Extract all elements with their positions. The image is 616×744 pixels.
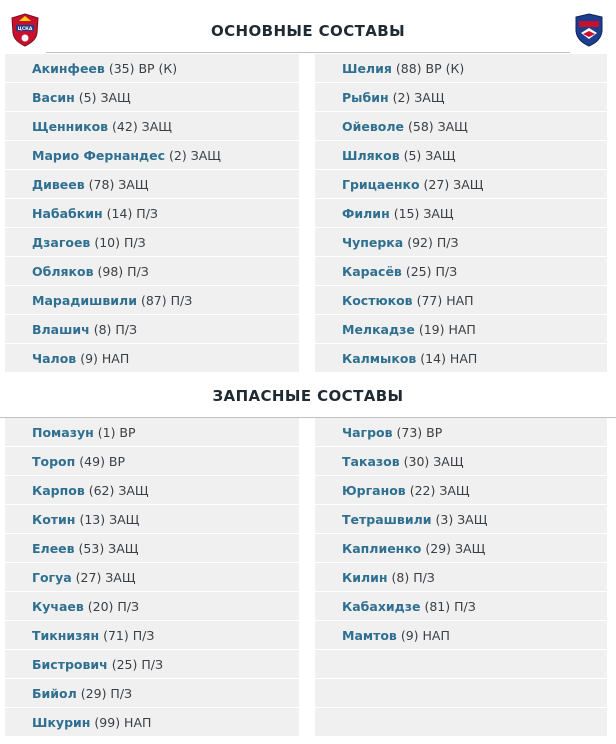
player-number-position: (8) П/З [391,570,435,585]
player-number-position: (71) П/З [103,628,155,643]
player-row [5,447,299,476]
player-row [315,199,607,228]
player-name-link[interactable]: Дзагоев [32,235,91,250]
player-number-position: (42) ЗАЩ [112,119,172,134]
player-row [315,141,607,170]
player-number-position: (27) ЗАЩ [75,570,136,585]
player-row [315,54,607,83]
player-name-link[interactable]: Рыбин [342,90,389,105]
player-number-position: (9) НАП [400,628,450,643]
player-row [5,418,299,447]
empty-row [315,650,607,679]
player-row [315,418,607,447]
player-number-position: (14) НАП [420,351,478,366]
empty-row [315,708,607,737]
player-number-position: (49) ВР [79,454,126,469]
header-divider [46,52,570,53]
starting-lineups [0,54,616,372]
substitutes-header [0,372,616,418]
player-row [315,621,607,650]
player-number-position: (9) НАП [80,351,130,366]
player-name-link[interactable]: Гогуа [32,570,72,585]
player-name-link[interactable]: Марадишвили [32,293,137,308]
player-name-link[interactable]: Карасёв [342,264,402,279]
player-row [315,505,607,534]
player-row [5,141,299,170]
player-name-link[interactable]: Мелкадзе [342,322,415,337]
player-name-link[interactable]: Бийол [32,686,77,701]
player-name-link[interactable]: Ойеволе [342,119,404,134]
player-number-position: (30) ЗАЩ [403,454,464,469]
player-name-link[interactable]: Дивеев [32,177,85,192]
player-number-position: (58) ЗАЩ [407,119,468,134]
player-row [315,83,607,112]
player-row [5,257,299,286]
player-row [315,344,607,373]
player-number-position: (15) ЗАЩ [393,206,454,221]
player-row [5,650,299,679]
player-name-link[interactable]: Чагров [342,425,393,440]
player-number-position: (29) П/З [80,686,133,701]
player-number-position: (25) П/З [405,264,458,279]
player-number-position: (5) ЗАЩ [403,148,456,163]
player-name-link[interactable]: Шелия [342,61,392,76]
player-number-position: (3) ЗАЩ [435,512,488,527]
player-row [5,592,299,621]
player-name-link[interactable]: Васин [32,90,75,105]
player-name-link[interactable]: Котин [32,512,76,527]
krylia-crest-icon [574,13,604,47]
player-name-link[interactable]: Мамтов [342,628,397,643]
player-number-position: (25) П/З [111,657,163,672]
player-name-link[interactable]: Чуперка [342,235,404,250]
player-number-position: (77) НАП [416,293,474,308]
player-number-position: (10) П/З [94,235,146,250]
player-row [5,170,299,199]
player-name-link[interactable]: Влашич [32,322,90,337]
player-row [315,170,607,199]
player-number-position: (8) П/З [93,322,138,337]
player-name-link[interactable]: Тетрашвили [342,512,432,527]
player-row [315,447,607,476]
player-name-link[interactable]: Кабахидзе [342,599,421,614]
player-row [5,708,299,737]
player-number-position: (35) ВР (К) [108,61,178,76]
player-row [315,112,607,141]
home-starting-list [5,54,299,373]
player-row [5,621,299,650]
player-number-position: (62) ЗАЩ [88,483,149,498]
player-number-position: (2) ЗАЩ [392,90,445,105]
away-substitutes-list [315,418,607,737]
player-name-link[interactable]: Калмыков [342,351,417,366]
player-number-position: (81) П/З [424,599,476,614]
player-row [5,83,299,112]
player-name-link[interactable]: Акинфеев [32,61,105,76]
player-name-link[interactable]: Кучаев [32,599,84,614]
player-number-position: (92) П/З [407,235,459,250]
player-name-link[interactable]: Шкурин [32,715,91,730]
player-number-position: (27) ЗАЩ [423,177,484,192]
player-row [315,563,607,592]
player-name-link[interactable]: Филин [342,206,390,221]
player-row [5,344,299,373]
player-row [5,563,299,592]
player-name-link[interactable]: Тикнизян [32,628,100,643]
player-number-position: (87) П/З [140,293,193,308]
player-row [315,534,607,563]
player-row [315,315,607,344]
player-number-position: (78) ЗАЩ [88,177,149,192]
starting-lineups-header [0,0,616,54]
player-name-link[interactable]: Бистрович [32,657,108,672]
player-name-link[interactable]: Помазун [32,425,94,440]
player-number-position: (2) ЗАЩ [169,148,221,163]
home-substitutes-list [5,418,299,737]
player-number-position: (73) ВР [396,425,443,440]
player-number-position: (22) ЗАЩ [409,483,470,498]
player-row [315,592,607,621]
substitute-lineups [0,418,616,736]
empty-row [315,679,607,708]
player-number-position: (99) НАП [94,715,152,730]
player-name-link[interactable]: Карпов [32,483,85,498]
player-row [315,257,607,286]
player-row [5,476,299,505]
player-number-position: (88) ВР (К) [395,61,465,76]
player-number-position: (29) ЗАЩ [425,541,486,556]
player-name-link[interactable]: Килин [342,570,388,585]
player-row [5,315,299,344]
player-name-link[interactable]: Грицаенко [342,177,420,192]
player-number-position: (1) ВР [97,425,136,440]
player-name-link[interactable]: Таказов [342,454,400,469]
player-row [5,679,299,708]
starting-lineups-title: ОСНОВНЫЕ СОСТАВЫ [210,22,406,40]
player-row [5,534,299,563]
svg-text:ЦСКА: ЦСКА [17,27,33,32]
player-row [315,476,607,505]
player-row [5,199,299,228]
player-name-link[interactable]: Шляков [342,148,400,163]
player-name-link[interactable]: Обляков [32,264,94,279]
player-number-position: (98) П/З [97,264,149,279]
player-number-position: (13) ЗАЩ [79,512,140,527]
player-row [5,286,299,315]
player-number-position: (14) П/З [106,206,158,221]
player-row [5,54,299,83]
player-number-position: (20) П/З [87,599,140,614]
player-name-link[interactable]: Чалов [32,351,77,366]
player-name-link[interactable]: Набабкин [32,206,103,221]
player-number-position: (19) НАП [418,322,476,337]
player-number-position: (53) ЗАЩ [78,541,139,556]
player-name-link[interactable]: Марио Фернандес [32,148,166,163]
substitutes-title: ЗАПАСНЫЕ СОСТАВЫ [212,387,404,405]
player-name-link[interactable]: Елеев [32,541,75,556]
player-number-position: (5) ЗАЩ [78,90,131,105]
player-name-link[interactable]: Каплиенко [342,541,422,556]
player-name-link[interactable]: Тороп [32,454,76,469]
player-name-link[interactable]: Костюков [342,293,413,308]
player-row [5,112,299,141]
player-row [5,505,299,534]
player-name-link[interactable]: Щенников [32,119,109,134]
player-row [315,286,607,315]
player-name-link[interactable]: Юрганов [342,483,406,498]
away-starting-list [315,54,607,373]
player-row [315,228,607,257]
player-row [5,228,299,257]
